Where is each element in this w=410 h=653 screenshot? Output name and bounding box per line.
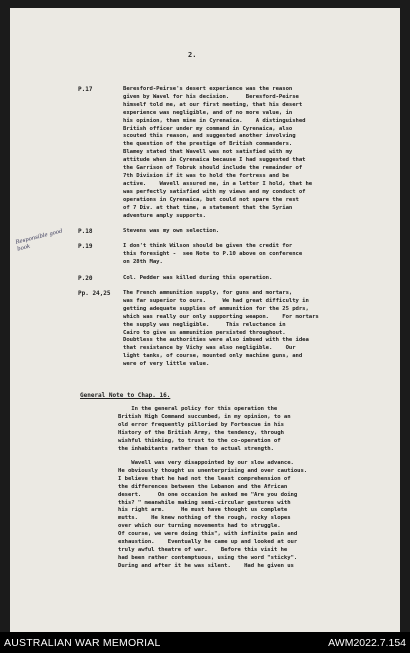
footer-accession-number: AWM2022.7.154	[328, 637, 406, 649]
general-note-paragraph-1: In the general policy for this operation the British High Command succumbed, in my opinion, to an old error frequently pilloried by Fortescue in his History of the British Army, the tendency, through wishful thinking, to trust to the co-operation of the inhabitants rather than to actual strength.	[118, 406, 291, 452]
entry-text: Beresford-Peirse's desert experience was the reason given by Wavel for his decision. Beresford-Peirse himself told me, at our first meeting, that his desert experience was negligible, and of no more value, in his opinion, than mine in Cyrenaica. A distinguished British officer under my command in Cyrenaica, also scouted this reason, and suggested another involving the question of the prestige of British commanders. Blamey stated that Wavell was not satisfied with my attitude when in Cyrenaica because I had suggested that the Garrison of Tobruk should include the remainder of 7th Division if it was to hold the fortress and be active. Wavell assured me, in a letter I hold, that he was perfectly satisfied with my views and my conduct of operations in Cyrenaica, but could not spare the rest of 7 Div. at that time, a statement that the Syrian adventure amply supports.	[123, 86, 313, 219]
document-page	[10, 8, 400, 632]
entry-text: Stevens was my own selection.	[123, 228, 220, 234]
footer-institution: AUSTRALIAN WAR MEMORIAL	[4, 637, 161, 649]
handwritten-annotation: Responsible good book	[15, 228, 64, 253]
page-number: 2.	[188, 51, 197, 59]
entry-ref: P.19	[78, 243, 93, 250]
general-note-paragraph-2: Wavell was very disappointed by our slow advance. He obviously thought us unenterprising and over cautious. I believe that he had not the least comprehension of the differences between the Lebanon and the African desert. On one occasion he asked me "Are you doing this? " meanwhile making semi-circular gestures with his right arm. He must have thought us complete mutts. He knew nothing of the rough, rocky slopes over which our turning movements had to struggle. Of course, we were doing this", with infinite pain and exhaustion. Eventually he came up and looked at our truly awful theatre of war. Before this visit he had been rather contemptuous, using the word "sticky". During and after it he was silent. Had he given us	[118, 460, 308, 569]
entry-ref: P.18	[78, 228, 93, 235]
entry-ref: P.17	[78, 86, 93, 93]
entry-text: The French ammunition supply, for guns and mortars, was far superior to ours. We had great difficulty in getting adequate supplies of ammunition for the 25 pdrs, which was really our only supporting weapon. For mortars the supply was negligible. This reluctance in Cairo to give us ammunition persisted throughout. Doubtless the authorities were also imbued with the idea that resistance by Vichy was also negligible. Our light tanks, of course, mounted only machine guns, and were of very little value.	[123, 290, 319, 368]
entry-text: I don't think Wilson should be given the credit for this foresight - see Note to P.10 above on conference on 28th May.	[123, 243, 303, 265]
entry-ref: P.20	[78, 275, 93, 282]
entry-ref: Pp. 24,25	[78, 290, 111, 297]
general-note-heading: General Note to Chap. 16.	[80, 392, 171, 399]
footer-bar	[0, 632, 410, 653]
entry-text: Col. Pedder was killed during this operation.	[123, 275, 273, 281]
